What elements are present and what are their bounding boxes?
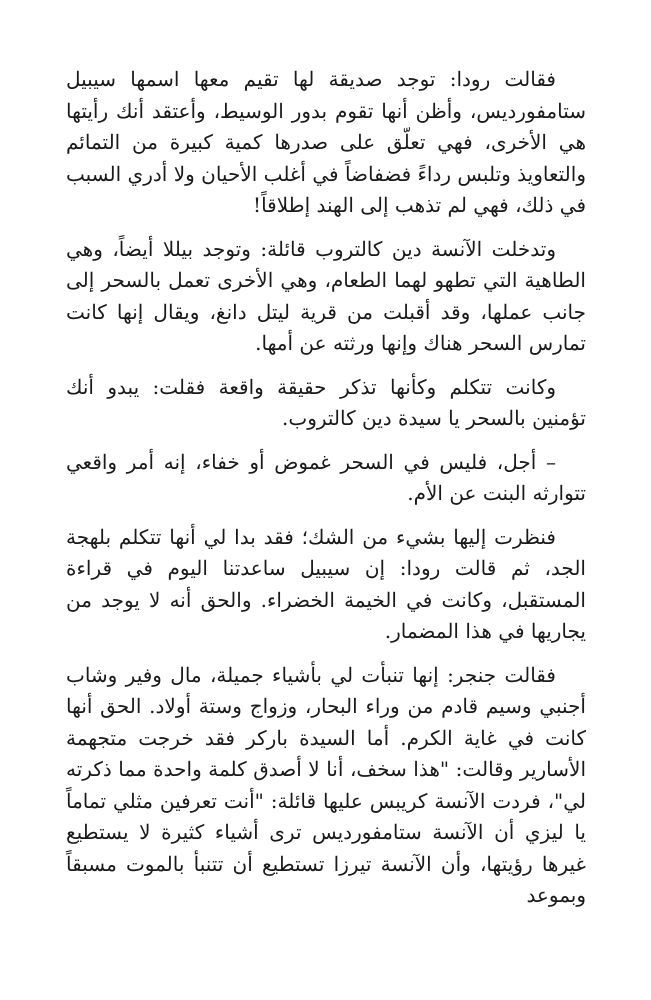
paragraph-5: فنظرت إليها بشيء من الشك؛ فقد بدا لي أنها تتكلم بلهجة الجد، ثم قالت رودا: إن سيبيل ساعدتنا اليوم في قراءة المستقبل، وكانت في الخيمة الخضراء. والحق أنه لا يوجد من يجاريها في هذا المضمار.: [66, 524, 586, 643]
paragraph-1: فقالت رودا: توجد صديقة لها تقيم معها اسمها سيبيل ستامفورديس، وأظن أنها تقوم بدور الوسيط، وأعتقد أنك رأيتها هي الأخرى، فهي تعلّق على صدرها كمية كبيرة من التمائم والتعاويذ وتلبس رداءً فضفاضاً في أغلب الأحيان ولا أدري السبب في ذلك، فهي لم تذهب إلى الهند إطلاقاً!: [66, 67, 586, 217]
paragraph-4: – أجل، فليس في السحر غموض أو خفاء، إنه أمر واقعي تتوارثه البنت عن الأم.: [66, 449, 586, 505]
paragraph-3: وكانت تتكلم وكأنها تذكر حقيقة واقعة فقلت: يبدو أنك تؤمنين بالسحر يا سيدة دين كالتروب.: [66, 374, 586, 430]
paragraph-2: وتدخلت الآنسة دين كالتروب قائلة: وتوجد بيللا أيضاً، وهي الطاهية التي تطهو لهما الطعام، وهي الأخرى تعمل بالسحر إلى جانب عملها، وقد أقبلت من قرية ليتل دانغ، ويقال إنها كانت تمارس السحر هناك وإنها ورثته عن أمها.: [66, 236, 586, 355]
paragraph-6: فقالت جنجر: إنها تنبأت لي بأشياء جميلة، مال وفير وشاب أجنبي وسيم قادم من وراء البحار، وزواج وستة أولاد. الحق أنها كانت في غاية الكرم. أما السيدة باركر فقد خرجت متجهمة الأسارير وقالت: "هذا سخف، أنا لا أصدق كلمة واحدة مما ذكرته لي"، فردت الآنسة كريبس عليها قائلة: "أنت تعرفين مثلي تماماً يا ليزي أن الآنسة ستامفورديس ترى أشياء كثيرة لا يستطيع غيرها رؤيتها، وأن الآنسة تيرزا تستطيع أن تتنبأ بالموت مسبقاً وبموعد: [66, 662, 586, 907]
